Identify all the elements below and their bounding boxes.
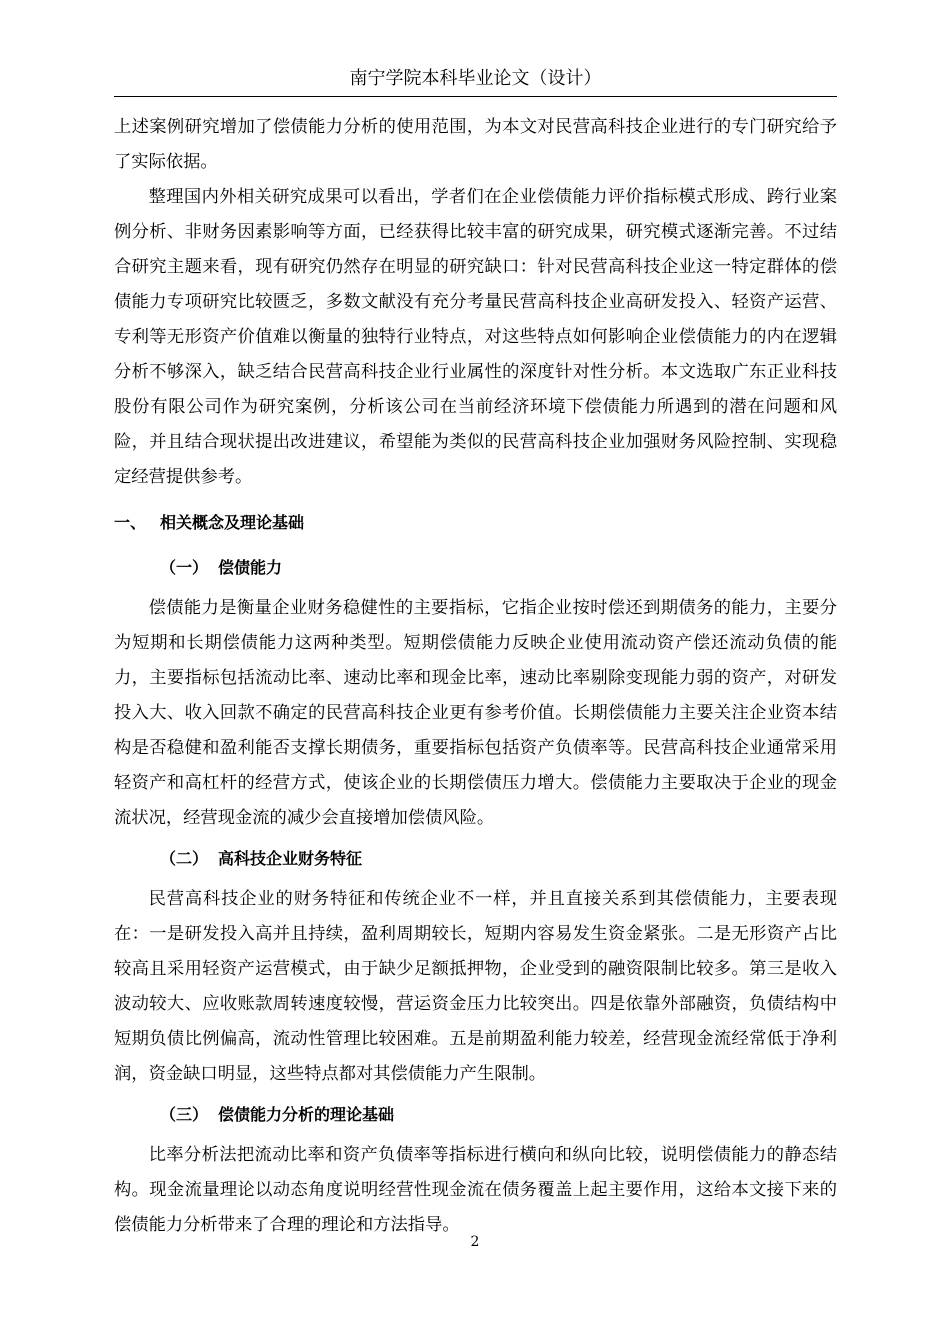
paragraph-continuation: 上述案例研究增加了偿债能力分析的使用范围，为本文对民营高科技企业进行的专门研究给予了实际依据。	[114, 117, 837, 172]
subsection-heading-2	[114, 840, 837, 878]
document-body	[114, 110, 837, 1243]
subsection-number: （三）	[160, 1105, 209, 1124]
subsection-number: （一）	[160, 558, 209, 577]
section-heading	[114, 505, 837, 541]
paragraph-solvency: 偿债能力是衡量企业财务稳健性的主要指标，它指企业按时偿还到期债务的能力，主要分为短期和长期偿债能力这两种类型。短期偿债能力反映企业使用流动资产偿还流动负债的能力，主要指标包括流动比率、速动比率和现金比率，速动比率剔除变现能力弱的资产，对研发投入大、收入回款不确定的民营高科技企业更有参考价值。长期偿债能力主要关注企业资本结构是否稳健和盈利能否支撑长期债务，重要指标包括资产负债率等。民营高科技企业通常采用轻资产和高杠杆的经营方式，使该企业的长期偿债压力增大。偿债能力主要取决于企业的现金流状况，经营现金流的减少会直接增加偿债风险。	[114, 598, 837, 828]
header-title: 南宁学院本科毕业论文（设计）	[349, 68, 602, 89]
subsection-title: 高科技企业财务特征	[218, 849, 363, 868]
subsection-heading-3	[114, 1096, 837, 1134]
subsection-number: （二）	[160, 849, 209, 868]
page-header	[114, 62, 837, 97]
page-number: 2	[470, 1234, 480, 1250]
subsection-title: 偿债能力	[218, 558, 283, 577]
paragraph-financial-features: 民营高科技企业的财务特征和传统企业不一样，并且直接关系到其偿债能力，主要表现在：一是研发投入高并且持续，盈利周期较长，短期内容易发生资金紧张。二是无形资产占比较高且采用轻资产运营模式，由于缺少足额抵押物，企业受到的融资限制比较多。第三是收入波动较大、应收账款周转速度较慢，营运资金压力比较突出。四是依靠外部融资，负债结构中短期负债比例偏高，流动性管理比较困难。五是前期盈利能力较差，经营现金流经常低于净利润，资金缺口明显，这些特点都对其偿债能力产生限制。	[114, 889, 837, 1084]
paragraph-research-summary: 整理国内外相关研究成果可以看出，学者们在企业偿债能力评价指标模式形成、跨行业案例分析、非财务因素影响等方面，已经获得比较丰富的研究成果，研究模式逐渐完善。不过结合研究主题来看，现有研究仍然存在明显的研究缺口：针对民营高科技企业这一特定群体的偿债能力专项研究比较匮乏，多数文献没有充分考量民营高科技企业高研发投入、轻资产运营、专利等无形资产价值难以衡量的独特行业特点，对这些特点如何影响企业偿债能力的内在逻辑分析不够深入，缺乏结合民营高科技企业行业属性的深度针对性分析。本文选取广东正业科技股份有限公司作为研究案例，分析该公司在当前经济环境下偿债能力所遇到的潜在问题和风险，并且结合现状提出改进建议，希望能为类似的民营高科技企业加强财务风险控制、实现稳定经营提供参考。	[114, 187, 837, 487]
section-number: 一、	[114, 513, 147, 532]
subsection-heading-1	[114, 549, 837, 587]
section-title: 相关概念及理论基础	[160, 513, 305, 532]
subsection-title: 偿债能力分析的理论基础	[218, 1105, 395, 1124]
paragraph-theory: 比率分析法把流动比率和资产负债率等指标进行横向和纵向比较，说明偿债能力的静态结构。现金流量理论以动态角度说明经营性现金流在债务覆盖上起主要作用，这给本文接下来的偿债能力分析带来了合理的理论和方法指导。	[114, 1145, 837, 1235]
